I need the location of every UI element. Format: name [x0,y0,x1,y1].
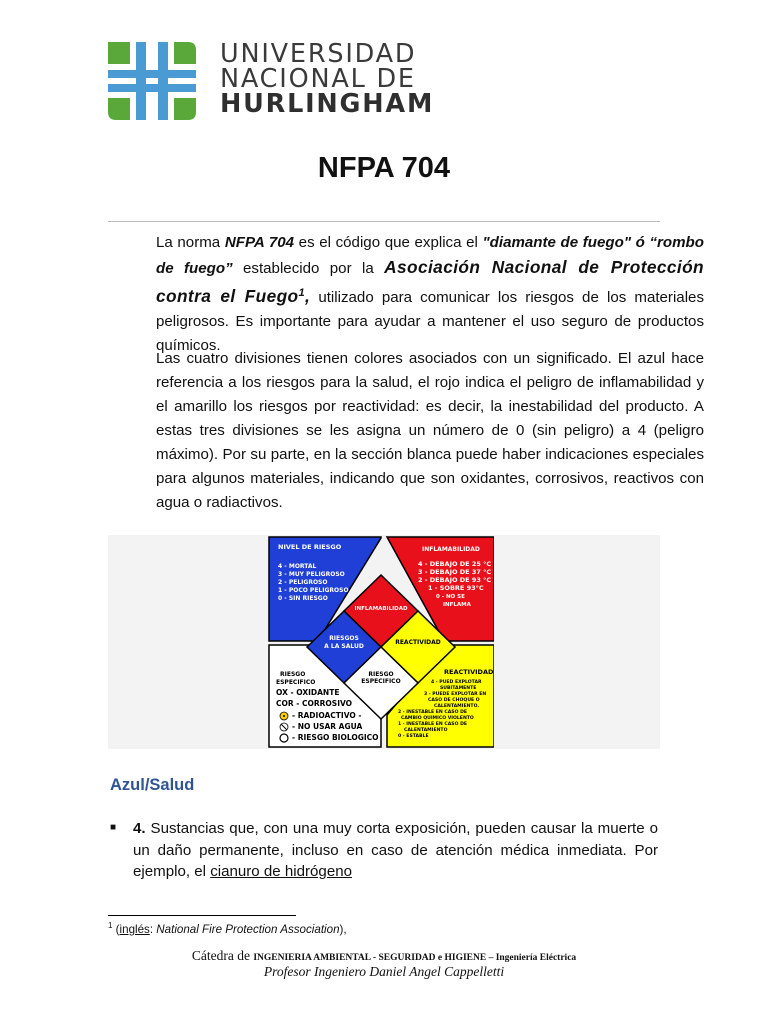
footnote-lang-link[interactable]: inglés [119,922,150,936]
yellow-item-7: 1 - INESTABLE EN CASO DE [398,722,468,727]
yellow-title: REACTIVIDAD [444,668,494,676]
logo-line-2: NACIONAL DE [220,64,416,94]
white-item-3: - NO USAR AGUA [292,722,363,731]
p1-asociacion: Asociación Nacional de Protección contra el Fuego [156,257,705,307]
p1-footnote-ref[interactable]: 1 [298,287,306,299]
red-item-0: 4 - DEBAJO DE 25 °C [418,560,492,568]
yellow-item-6: CAMBIO QUIMICO VIOLENTO [401,716,474,721]
page-title: NFPA 704 [317,152,451,184]
white-title-1: RIESGO [280,671,306,678]
yellow-item-0: 4 - PUED EXPLOTAR [431,680,482,685]
diamond-bottom-label-2: ESPECIFICO [361,678,401,685]
white-title-2: ESPECIFICO [276,679,316,686]
diamond-bottom-label-1: RIESGO [368,671,394,678]
footer-catedra: Cátedra de [191,948,254,963]
yellow-item-1: SUBITAMENTE [440,686,477,691]
blue-item-2: 2 - PELIGROSO [278,579,328,586]
red-item-1: 3 - DEBAJO DE 37 °C [418,568,492,576]
bullet-square-icon: ■ [110,822,117,833]
divisions-paragraph: Las cuatro divisiones tienen colores asociados con un significado. El azul hace referencia a los riesgos para la salud, el rojo indica el peligro de inflamabilidad y el amarillo los riesgos por reactividad: es decir, la inestabilidad del producto. A estas tres divisiones se les asigna un número de 0 (sin peligro) a 4 (peligro máximo). Por su parte, en la sección blanca puede haber indicaciones especiales para algunos materiales, indicando que son oxidantes, corrosivos, reactivos con agua o radiactivos. [156,350,704,511]
white-item-0: OX - OXIDANTE [276,688,340,697]
p1-comma: , [305,286,311,307]
footnote-divider [108,915,296,916]
nfpa-diamond-figure [268,535,494,749]
footer-line-2: Profesor Ingeniero Daniel Angel Cappelletti [263,964,505,979]
yellow-item-8: CALENTAMIENTO [404,728,448,733]
bullet-number: 4. [133,820,146,837]
blue-item-0: 4 - MORTAL [278,563,317,570]
cianuro-link[interactable]: cianuro de hidrógeno [210,863,353,880]
red-item-5: INFLAMA [443,602,471,608]
diamond-top-label: INFLAMABILIDAD [354,606,408,612]
logo-cross-icon [108,42,196,120]
p1-text-5: establecido por la [232,260,385,277]
diamond-left-label-1: RIESGOS [329,635,359,642]
footnote-mark: 1 [108,921,113,930]
red-item-3: 1 - SOBRE 93°C [428,584,484,592]
yellow-item-5: 2 - INESTABLE EN CASO DE [398,710,468,715]
yellow-item-4: CALENTAMIENTO. [434,704,480,709]
footnote-close: ), [339,922,347,936]
blue-item-3: 1 - POCO PELIGROSO [278,587,349,594]
footnote [108,921,347,936]
logo-line-1: UNIVERSIDAD [220,39,417,69]
blue-item-4: 0 - SIN RIESGO [278,595,328,602]
white-item-2: - RADIOACTIVO - [292,711,362,720]
red-title: INFLAMABILIDAD [422,546,480,553]
logo-text [220,39,435,119]
logo-line-3: HURLINGHAM [220,89,435,119]
university-logo [108,39,435,122]
intro-paragraph [110,231,704,358]
footnote-open: ( [112,922,120,936]
red-item-4: 0 - NO SE [436,594,465,600]
bullet-text: Sustancias que, con una muy corta exposición, pueden causar la muerte o un daño permanente, incluso en caso de atención médica inmediata. Por ejemplo, el [133,820,658,880]
p1-nfpa: NFPA 704 [224,234,295,251]
section-heading-azul-salud: Azul/Salud [110,776,195,794]
yellow-item-9: 0 - ESTABLE [398,734,429,739]
blue-title: NIVEL DE RIESGO [278,543,342,551]
p1-text-1: La norma [156,234,225,251]
biohazard-icon [280,734,288,742]
white-item-4: - RIESGO BIOLOGICO [292,733,379,742]
white-item-1: COR - CORROSIVO [276,699,353,708]
footer-course: INGENIERIA AMBIENTAL - SEGURIDAD e HIGIENE – Ingeniería Eléctrica [253,953,577,963]
blue-item-1: 3 - MUY PELIGROSO [278,571,345,578]
title-divider [108,221,660,222]
red-item-2: 2 - DEBAJO DE 93 °C [418,576,492,584]
p1-text-9: utilizado para comunicar los riesgos de los materiales peligrosos. Es importante para ayudar a mantener el uso seguro de productos químicos. [156,289,704,355]
diamond-right-label: REACTIVIDAD [395,639,441,646]
p1-diamante: "diamante de fuego" ó “rombo de fuego” [156,234,704,277]
footnote-colon: : [149,922,157,936]
yellow-item-2: 3 - PUEDE EXPLOTAR EN [424,692,487,697]
yellow-item-3: CASO DE CHOQUE O [428,698,480,703]
bullet-item [133,818,658,883]
footnote-text: National Fire Protection Association [156,922,340,936]
diamond-left-label-2: A LA SALUD [324,643,364,650]
footer-line-1 [0,948,768,964]
radioactive-icon-center [283,715,285,717]
p1-text-3: es el código que explica el [294,234,483,251]
